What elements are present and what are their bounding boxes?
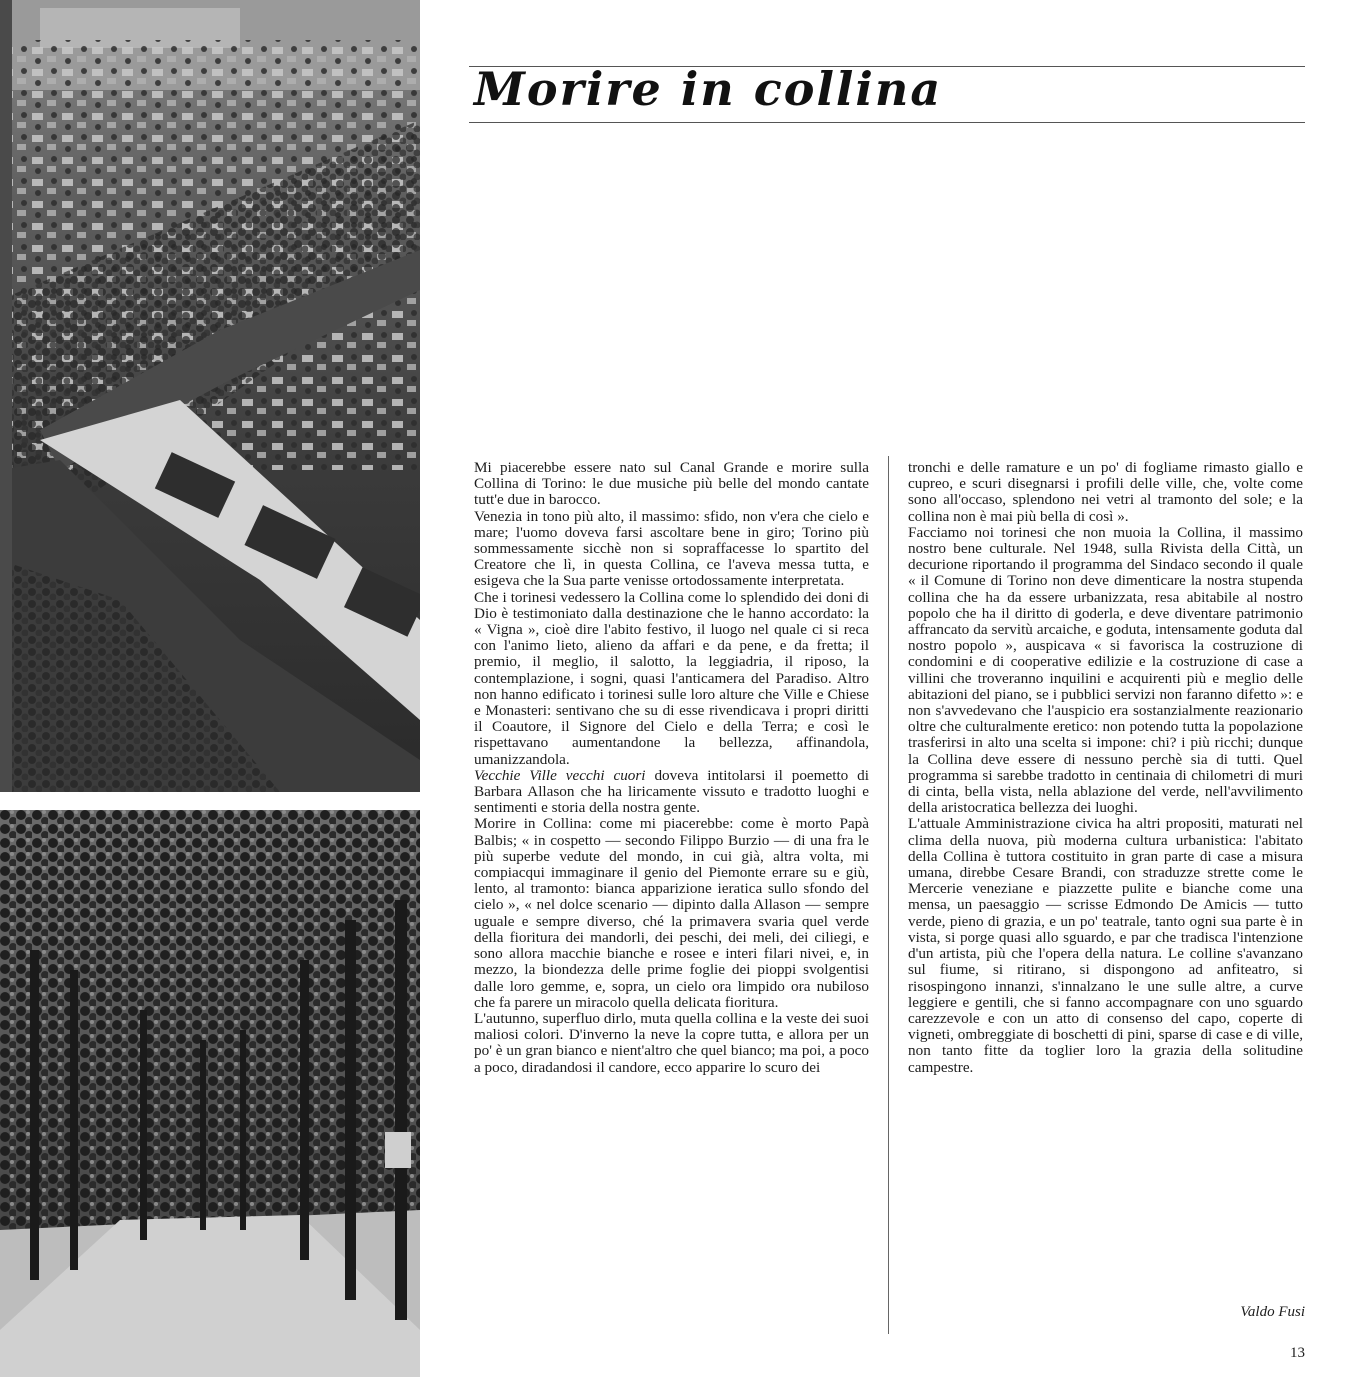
tree-lined-avenue-photo [0, 810, 420, 1377]
column-divider [888, 456, 889, 1334]
page-number: 13 [1290, 1345, 1305, 1361]
article-title: Morire in collina [474, 62, 943, 116]
paragraph: Che i torinesi vedessero la Collina come lo splendido dei doni di Dio è testimoniato dalla destinazione che le hanno accordato: la « Vigna », cioè dire l'abito festivo, il luogo nel quale ci si reca con l'animo lieto, alieno da affari e da pene, e da fretta; il premio, il meglio, il salotto, la leggiadria, il riposo, la contemplazione, i sogni, quasi l'anticamera del Paradiso. Altro non hanno edificato i torinesi sulle loro alture che Ville e Chiese e Monasteri: sentivano che su di esse rivendicava i propri diritti il Coautore, il Signore del Cielo e della Terra; e così le rispettavano aumentandone la bellezza, affinandola, umanizzandola. [474, 588, 869, 768]
aerial-photo-hillside [0, 0, 420, 792]
article-left-column [474, 460, 869, 1076]
paragraph: L'autunno, superfluo dirlo, muta quella collina e la veste dei suoi maliosi colori. D'inverno la neve la copre tutta, e allora per un po' è un gran bianco e nient'altro che quel bianco; ma poi, a poco a poco, diradandosi il candore, ecco apparire lo scuro dei [474, 1009, 869, 1076]
title-bottom-rule [469, 122, 1305, 123]
avenue-photo-illustration [0, 810, 420, 1377]
paragraph [474, 768, 869, 817]
paragraph-text: doveva intitolarsi il poemetto di Barbara Allason che ha liricamente vissuto e tradotto luoghi e sentimenti e storia della nostra gente. [474, 766, 869, 817]
poem-title: Vecchie Ville vecchi cuori [474, 766, 646, 784]
article-right-column [908, 460, 1303, 1076]
paragraph: Venezia in tono più alto, il massimo: sfido, non v'era che cielo e mare; l'uomo doveva farsi ascoltare bene in giro; Torino più sommessamente sicchè non si sopraffacesse lo spartito del Creatore che lì, in questa Collina, ce l'aveva messa tutta, e esigeva che la Sua parte venisse ortodossamente interpretata. [474, 507, 869, 590]
paragraph: Facciamo noi torinesi che non muoia la Collina, il massimo nostro bene culturale. Nel 1948, sulla Rivista della Città, un decurione riportando il programma del Sindaco secondo il quale « il Comune di Torino non deve dimenticare la nostra stupenda collina che ha da essere urbanizzata, resa abitabile al nostro popolo che ha il diritto di goderla, e deve diventare patrimonio affrancato da servitù arcaiche, e goduta, intensamente goduta dal nostro popolo », auspicava « si favorisca la costruzione di condomini e di cooperative edilizie e la costruzione di case a villini che troveranno inquilini e acquirenti più e meglio delle abitazioni del piano, se i pubblici servizi non faranno difetto »: e non s'avvedevano che l'auspicio era sostanzialmente reazionario oltre che culturalmente eretico: non potendo tutta la popolazione trasferirsi in alto una scelta si impone: chi? i più ricchi; dunque la Collina deve essere di nessuno perchè sia di tutti. Quel programma si sarebbe tradotto in centinaia di chilometri di muri di cinta, bella vista, nella ablazione del verde, nell'avvilimento della aristocratica bellezza dei luoghi. [908, 523, 1303, 817]
aerial-photo-illustration [0, 0, 420, 792]
paragraph: Morire in Collina: come mi piacerebbe: come è morto Papà Balbis; « in cospetto — secondo Filippo Burzio — di una fra le più superbe vedute del mondo, in cui già, altra volta, mi compiacqui immaginare il genio del Piemonte errare su e giù, lento, al tramonto: bianca apparizione ieratica sullo sfondo del cielo », « nel dolce scenario — dipinto dalla Allason — sempre uguale e sempre diverso, ché la primavera svaria quel verde della fioritura dei mandorli, dei peschi, dei meli, dei ciliegi, e sono allora macchie bianche e rosee e interi filari nivei, e, in mezzo, la biondezza delle prime foglie dei pioppi svolgentisi dalle loro gemme, e, sopra, un cielo ora limpido ora nubiloso che fa parere un miracolo quella delicata fioritura. [474, 815, 869, 1011]
paragraph: Mi piacerebbe essere nato sul Canal Grande e morire sulla Collina di Torino: le due musiche più belle del mondo cantate tutt'e due in barocco. [474, 459, 869, 509]
paragraph: tronchi e delle ramature e un po' di fogliame rimasto giallo e cupreo, e scuri disegnarsi i profili delle ville, che, volte come sono all'occaso, splendono nei vetri al tramonto del sole; e la collina non è mai più bella di così ». [908, 459, 1303, 525]
paragraph: L'attuale Amministrazione civica ha altri propositi, maturati nel clima della nuova, più moderna cultura urbanistica: l'abitato della Collina è tuttora costituito in gran parte di case a misura umana, direbbe Cesare Brandi, con straduzze strette come le Mercerie veneziane e piazzette pulite e bianche come una mensa, un paesaggio — scrisse Edmondo De Amicis — tutto verde, pieno di grazia, e un po' teatrale, tanto ogni sua parte è in vista, si porge quasi allo sguardo, e par che tradisca l'intenzione d'un artista, più che l'opera della natura. Le colline s'avanzano sul fiume, si ritirano, si dispongono ad anfiteatro, si risospingono innanzi, s'innalzano le une sulle altre, a curve leggiere e gentili, che si fanno accompagnare con uno sguardo carezzevole e con un atto di consenso del capo, coperte di vigneti, ombreggiate di boschetti di pini, sparse di case e di ville, non tanto fitte da toglier loro la grazia della solitudine campestre. [908, 815, 1303, 1076]
author-signature: Valdo Fusi [1240, 1304, 1305, 1320]
